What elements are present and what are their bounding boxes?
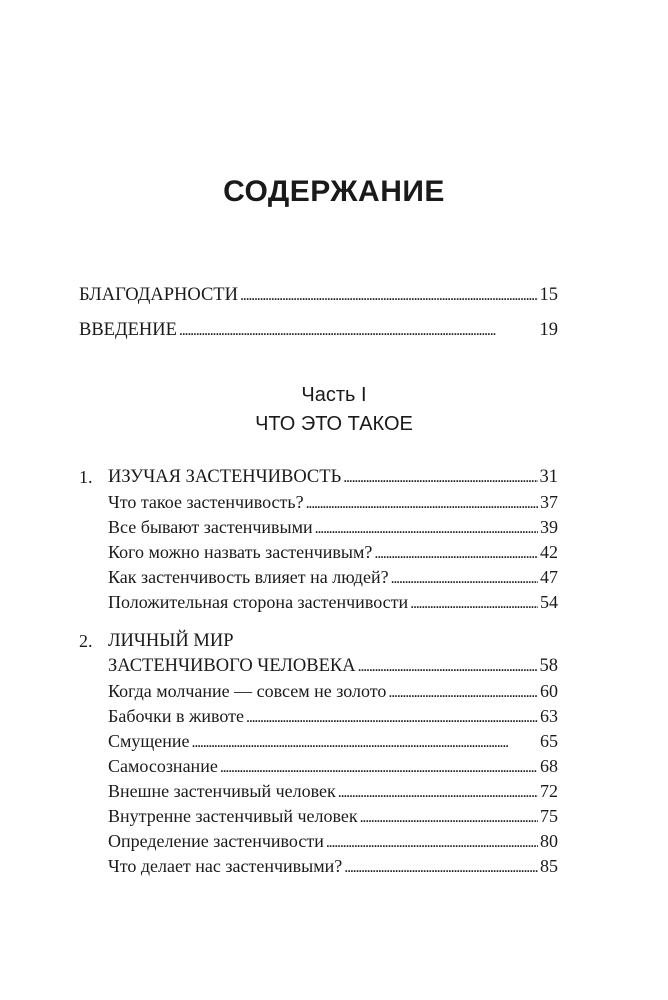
- toc-entry-label: Все бывают застенчивыми: [108, 517, 313, 537]
- toc-entry-label: Что такое застенчивость?: [108, 492, 304, 512]
- toc-subentry[interactable]: [108, 679, 558, 703]
- toc-subentry[interactable]: [108, 854, 558, 878]
- part-title: ЧТО ЭТО ТАКОЕ: [255, 413, 413, 435]
- dot-leader: [374, 540, 538, 566]
- toc-subentry[interactable]: [108, 729, 558, 753]
- toc-page-number: 31: [539, 467, 558, 487]
- toc-subentry[interactable]: [108, 565, 558, 589]
- dot-leader: [220, 754, 538, 780]
- dot-leader: [344, 854, 538, 880]
- dot-leader: [192, 729, 538, 755]
- toc-page-number: 85: [540, 856, 558, 876]
- toc-subentry[interactable]: [108, 779, 558, 803]
- toc-entry-label: Кого можно назвать застенчивым?: [108, 542, 373, 562]
- toc-entry-acknowledgements[interactable]: [79, 283, 558, 307]
- toc-chapter-2[interactable]: [108, 654, 558, 678]
- toc-page-number: 80: [540, 831, 558, 851]
- toc-page-number: 39: [540, 517, 558, 537]
- page-title: СОДЕРЖАНИЕ: [223, 175, 445, 208]
- toc-entry-introduction[interactable]: [79, 318, 558, 342]
- dot-leader: [326, 829, 538, 855]
- toc-entry-label: Когда молчание — совсем не золото: [108, 681, 387, 701]
- dot-leader: [388, 679, 538, 705]
- toc-subentry[interactable]: [108, 490, 558, 514]
- toc-entry-label: Внутренне застенчивый человек: [108, 806, 358, 826]
- toc-page-number: 65: [540, 731, 558, 751]
- toc-chapter-label-line1: ЛИЧНЫЙ МИР: [108, 631, 234, 651]
- toc-chapter-1[interactable]: [108, 465, 558, 489]
- toc-page-number: 68: [540, 756, 558, 776]
- toc-entry-label: Определение застенчивости: [108, 831, 324, 851]
- toc-entry-label: Самосознание: [108, 756, 218, 776]
- dot-leader: [410, 590, 538, 616]
- toc-subentry[interactable]: [108, 590, 558, 614]
- dot-leader: [360, 804, 538, 830]
- part-label: Часть I: [301, 384, 367, 406]
- toc-chapter-label: ЗАСТЕНЧИВОГО ЧЕЛОВЕКА: [108, 656, 356, 676]
- chapter-number: 2.: [79, 631, 93, 651]
- toc-subentry[interactable]: [108, 704, 558, 728]
- toc-page-number: 15: [539, 285, 558, 305]
- dot-leader: [179, 318, 538, 343]
- toc-page-number: 42: [540, 542, 558, 562]
- toc-page-number: 54: [540, 592, 558, 612]
- toc-entry-label: Внешне застенчивый человек: [108, 781, 336, 801]
- dot-leader: [391, 565, 538, 591]
- chapter-number: 1.: [79, 467, 93, 487]
- toc-subentry[interactable]: [108, 540, 558, 564]
- toc-entry-label: Что делает нас застенчивыми?: [108, 856, 343, 876]
- toc-page-number: 58: [539, 656, 558, 676]
- toc-page-number: 19: [539, 320, 558, 340]
- toc-page-number: 37: [540, 492, 558, 512]
- toc-page-number: 60: [540, 681, 558, 701]
- dot-leader: [306, 490, 538, 516]
- toc-entry-label: БЛАГОДАРНОСТИ: [79, 285, 238, 305]
- toc-page-number: 63: [540, 706, 558, 726]
- toc-entry-label: Бабочки в животе: [108, 706, 245, 726]
- toc-chapter-label: ИЗУЧАЯ ЗАСТЕНЧИВОСТЬ: [108, 467, 342, 487]
- toc-page-number: 75: [540, 806, 558, 826]
- toc-page-number: 47: [540, 567, 558, 587]
- toc-subentry[interactable]: [108, 804, 558, 828]
- toc-entry-label: Положительная сторона застенчивости: [108, 592, 409, 612]
- dot-leader: [358, 654, 538, 679]
- dot-leader: [343, 465, 537, 490]
- dot-leader: [240, 283, 538, 308]
- dot-leader: [338, 779, 538, 805]
- toc-page-number: 72: [540, 781, 558, 801]
- dot-leader: [315, 515, 538, 541]
- toc-subentry[interactable]: [108, 754, 558, 778]
- toc-subentry[interactable]: [108, 515, 558, 539]
- toc-entry-label: Смущение: [108, 731, 190, 751]
- toc-entry-label: ВВЕДЕНИЕ: [79, 320, 177, 340]
- toc-subentry[interactable]: [108, 829, 558, 853]
- dot-leader: [246, 704, 538, 730]
- toc-entry-label: Как застенчивость влияет на людей?: [108, 567, 389, 587]
